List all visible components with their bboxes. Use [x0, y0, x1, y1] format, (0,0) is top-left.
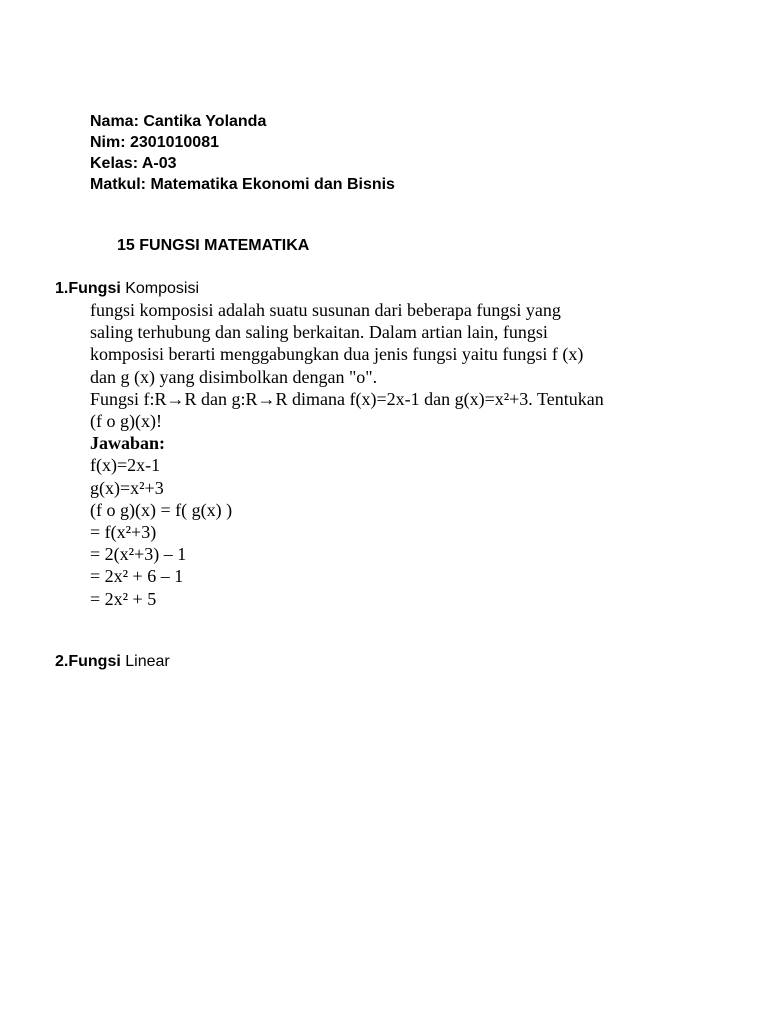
answer-line: (f o g)(x) = f( g(x) ): [90, 499, 233, 520]
student-nim: Nim: 2301010081: [90, 134, 219, 151]
paragraph-line: fungsi komposisi adalah suatu susunan dari beberapa fungsi yang: [90, 300, 561, 320]
answer-line: f(x)=2x-1: [90, 455, 161, 476]
document-title: 15 FUNGSI MATEMATIKA: [117, 237, 310, 254]
section-heading-bold: Fungsi: [68, 280, 126, 297]
section-heading-normal: Linear: [125, 653, 170, 670]
section-number: 1.: [55, 280, 69, 297]
course-name: Matkul: Matematika Ekonomi dan Bisnis: [90, 176, 395, 193]
student-name: Nama: Cantika Yolanda: [90, 113, 267, 130]
section-heading-normal: Komposisi: [125, 280, 200, 297]
section-heading-bold: Fungsi: [68, 653, 126, 670]
section-heading-2: [55, 653, 170, 671]
answer-line: = 2x² + 5: [90, 588, 157, 609]
question-line: Fungsi f:R→R dan g:R→R dimana f(x)=2x-1 dan g(x)=x²+3. Tentukan: [90, 388, 604, 409]
answer-line: = 2x² + 6 – 1: [90, 566, 184, 587]
question-line: (f o g)(x)!: [90, 411, 162, 432]
answer-label: Jawaban:: [90, 433, 166, 454]
paragraph-line: dan g (x) yang disimbolkan dengan "o".: [90, 366, 378, 387]
section-1-body: [90, 299, 720, 610]
paragraph-line: komposisi berarti menggabungkan dua jenis fungsi yaitu fungsi f (x): [90, 344, 584, 365]
paragraph-line: saling terhubung dan saling berkaitan. Dalam artian lain, fungsi: [90, 322, 548, 343]
student-info: [90, 111, 395, 195]
section-number: 2.: [55, 653, 69, 670]
section-heading-1: [55, 280, 199, 298]
answer-line: = f(x²+3): [90, 522, 157, 543]
answer-line: = 2(x²+3) – 1: [90, 544, 187, 565]
answer-line: g(x)=x²+3: [90, 477, 164, 498]
student-class: Kelas: A-03: [90, 155, 177, 172]
